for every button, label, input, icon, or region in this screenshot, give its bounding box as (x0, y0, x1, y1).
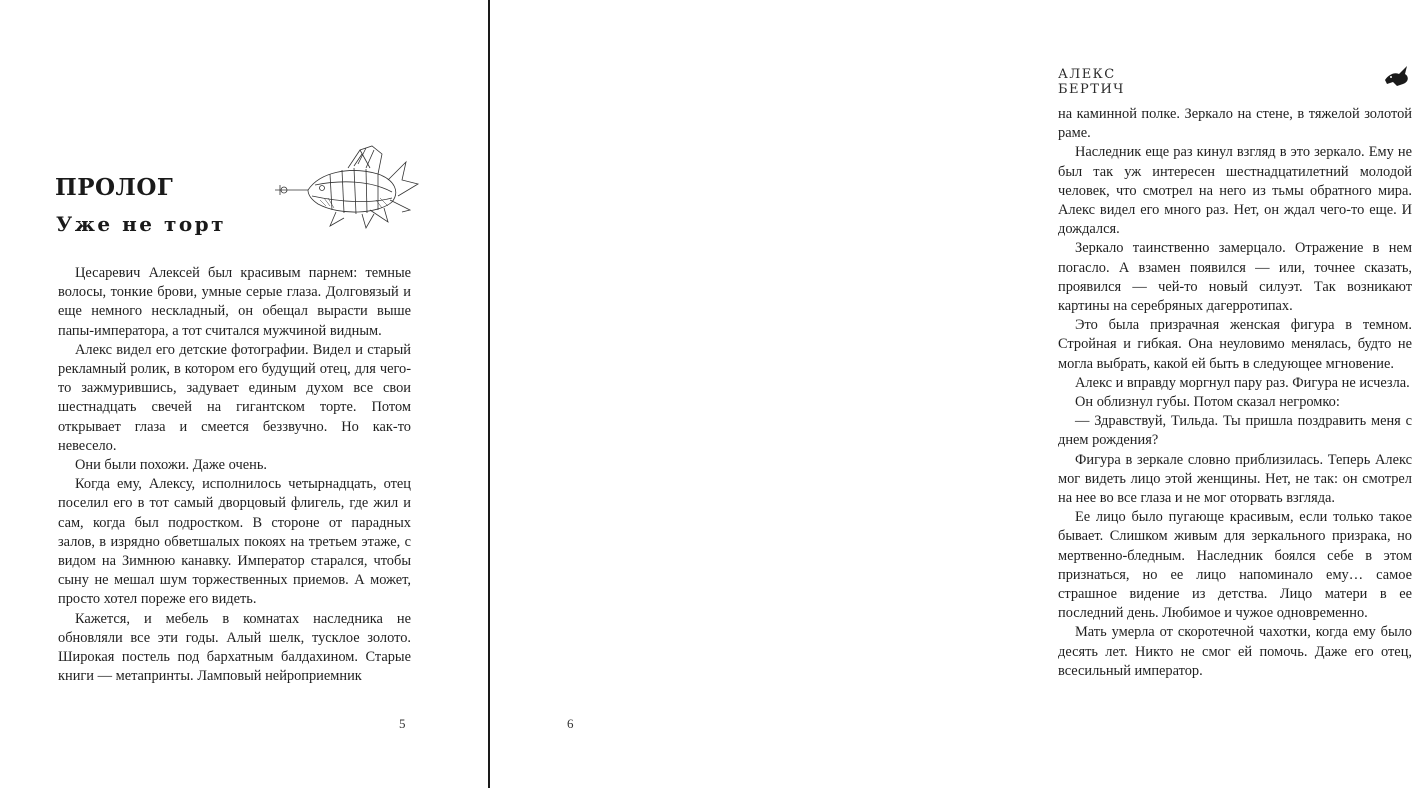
paragraph: Ее лицо было пугающе красивым, если только такое бывает. Слишком живым для зеркального призрака, но мертвенно-бледным. Наследник боялся себе в этом признаться, но ее лицо напоминало ему… самое страшное видение из детства. Лицо матери в ее последний день. Любимое и чужое одновременно. (1058, 509, 1412, 622)
airship-fish-illustration (270, 140, 420, 230)
paragraph: Это была призрачная женская фигура в темном. Стройная и гибкая. Она неуловимо менялась, будто не могла выбрать, какой ей быть в следующее мгновение. (1058, 317, 1412, 372)
paragraph: Он облизнул губы. Потом сказал негромко: (1075, 394, 1340, 411)
right-page-body (1058, 105, 1412, 681)
paragraph: Алекс и вправду моргнул пару раз. Фигура не исчезла. (1075, 374, 1410, 391)
bird-icon (1383, 62, 1411, 90)
page-number: 6 (567, 716, 574, 731)
paragraph: Фигура в зеркале словно приблизилась. Теперь Алекс мог видеть лицо этой женщины. Нет, не так: он смотрел на нее во все глаза и не мог оторвать взгляда. (1058, 451, 1412, 507)
left-page-body (58, 264, 411, 686)
right-page (490, 0, 1412, 788)
chapter-subtitle: Уже не торт (56, 212, 227, 236)
left-page (0, 0, 488, 788)
paragraph: Когда ему, Алексу, исполнилось четырнадцать, отец поселил его в тот самый дворцовый флигель, где жил и сам, когда был подростком. В стороне от парадных залов, в изрядно обветшалых покоях на третьем этаже, с видом на Зимнюю канавку. Император старался, чтобы сыну не мешал шум торжественных приемов. А может, просто хотел пореже его видеть. (58, 476, 411, 608)
paragraph-continuation: на каминной полке. Зеркало на стене, в тяжелой золотой раме. (1058, 106, 1412, 142)
paragraph: — Здравствуй, Тильда. Ты пришла поздравить меня с днем рождения? (1058, 413, 1412, 449)
paragraph: Цесаревич Алексей был красивым парнем: темные волосы, тонкие брови, умные серые глаза. Долговязый и еще немного нескладный, он обещал вырасти выше папы-императора, а тот считался мужчиной видным. (58, 265, 411, 339)
page-number: 5 (399, 716, 406, 731)
chapter-title: ПРОЛОГ (55, 174, 174, 201)
running-header: АЛЕКС БЕРТИЧ (1058, 67, 1125, 97)
paragraph: Кажется, и мебель в комнатах наследника не обновляли все эти годы. Алый шелк, тусклое золото. Широкая постель под бархатным балдахином. Старые книги — метапринты. Ламповый нейроприемник (58, 610, 411, 685)
paragraph: Зеркало таинственно замерцало. Отражение в нем погасло. А взамен появился — или, точнее сказать, проявился — чей-то новый силуэт. Так возникают картины на серебряных дагерротипах. (1058, 240, 1412, 315)
paragraph: Алекс видел его детские фотографии. Видел и старый рекламный ролик, в котором его будущий отец, для чего-то зажмурившись, задувает единым духом все свои шестнадцать свечей на гигантском торте. Потом открывает глаза и смеется беззвучно. Но как-то невесело. (58, 341, 411, 454)
paragraph: Они были похожи. Даже очень. (75, 457, 267, 474)
paragraph: Мать умерла от скоротечной чахотки, когда ему было десять лет. Никто не смог ей помочь. Даже его отец, всесильный император. (1058, 624, 1412, 679)
paragraph: Наследник еще раз кинул взгляд в это зеркало. Ему не был так уж интересен шестнадцатилетний молодой человек, что смотрел на него из тьмы обратного мира. Алекс видел его много раз. Нет, он ждал чего-то еще. И дождался. (1058, 144, 1412, 238)
